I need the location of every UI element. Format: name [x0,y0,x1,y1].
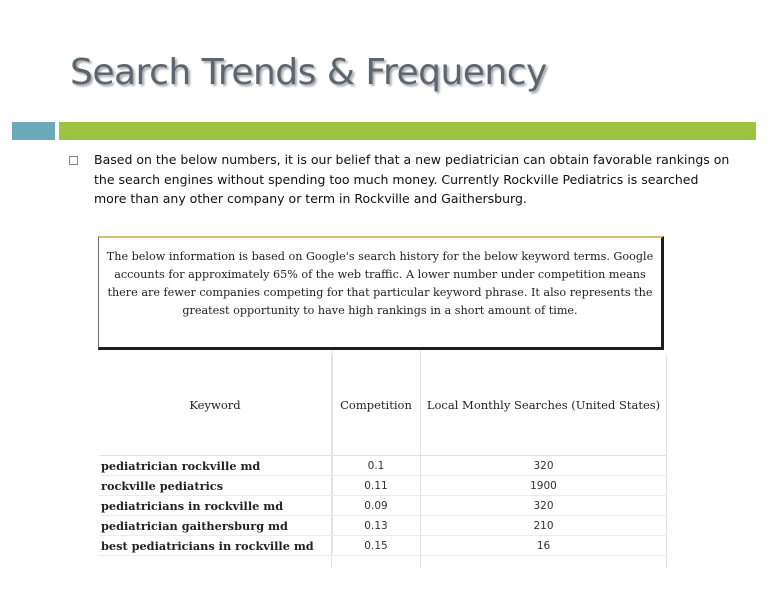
table-row [99,536,667,556]
searches-cell: 320 [421,456,667,476]
keyword-table [99,355,667,568]
table-row [99,496,667,516]
header-monthly-searches: Local Monthly Searches (United States) [421,355,667,456]
table-row [99,456,667,476]
competition-cell: 0.11 [332,476,421,496]
competition-cell: 0.1 [332,456,421,476]
keyword-cell: rockville pediatrics [99,476,332,496]
competition-cell: 0.15 [332,536,421,556]
keyword-cell: pediatricians in rockville md [99,496,332,516]
competition-cell: 0.09 [332,496,421,516]
searches-cell: 320 [421,496,667,516]
slide-title: Search Trends & Frequency [70,52,547,93]
header-keyword: Keyword [99,355,332,456]
table-header-row [99,355,667,456]
searches-cell: 1900 [421,476,667,496]
table-row [99,476,667,496]
header-competition: Competition [332,355,421,456]
keyword-cell: best pediatricians in rockville md [99,536,332,556]
info-callout-box: The below information is based on Google's search history for the below keyword terms. Google accounts for approximately 65% of the web traffic. A lower number under competition means there are fewer companies competing for that particular keyword phrase. It also represents the greatest opportunity to have high rankings in a short amount of time. [98,236,664,350]
accent-block [12,122,55,140]
searches-cell: 210 [421,516,667,536]
competition-cell: 0.13 [332,516,421,536]
keyword-cell: pediatrician gaithersburg md [99,516,332,536]
empty-row [99,556,667,569]
square-bullet-icon [69,156,78,165]
accent-bar [59,122,756,140]
bullet-text: Based on the below numbers, it is our belief that a new pediatrician can obtain favorable rankings on the search engines without spending too much money. Currently Rockville Pediatrics is searched more than any other company or term in Rockville and Gaithersburg. [94,152,730,206]
table-row [99,516,667,536]
searches-cell: 16 [421,536,667,556]
keyword-cell: pediatrician rockville md [99,456,332,476]
